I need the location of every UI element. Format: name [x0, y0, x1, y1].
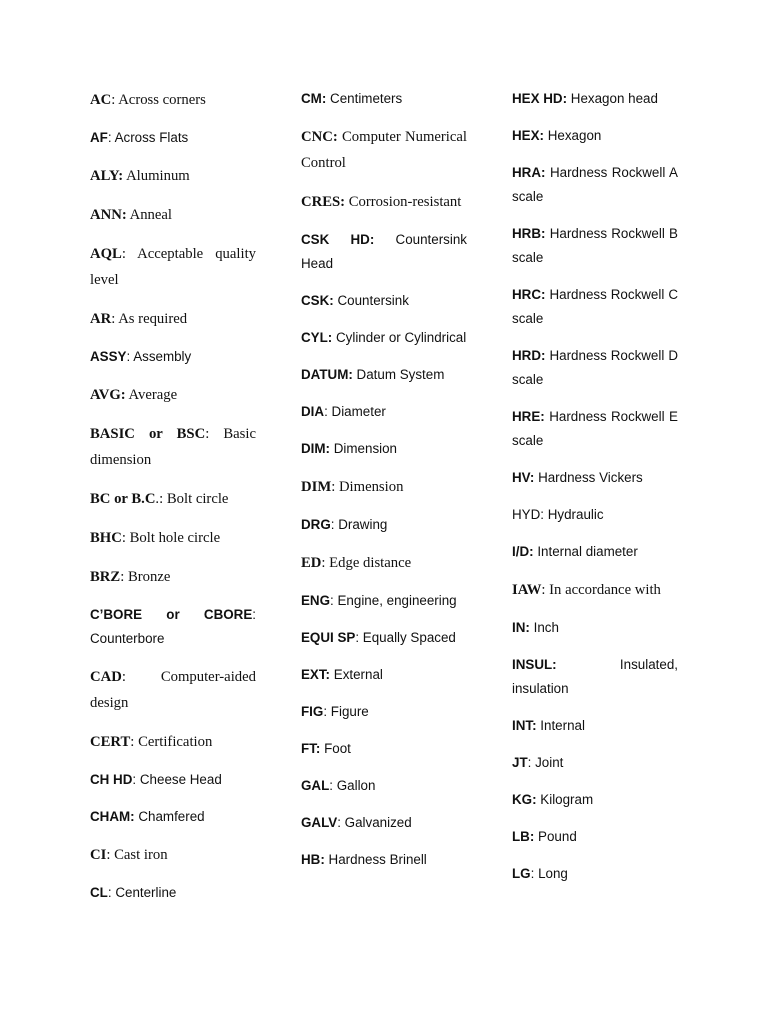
abbreviation-definition: Figure: [330, 704, 369, 719]
glossary-entry: [301, 513, 467, 537]
term-separator: :: [324, 404, 328, 419]
glossary-entry: [301, 474, 467, 500]
glossary-column-3: [512, 87, 678, 899]
glossary-entry: [301, 124, 467, 176]
glossary-entry: [90, 421, 256, 473]
abbreviation-term: DATUM:: [301, 367, 353, 382]
abbreviation-term: ANN:: [90, 207, 127, 223]
glossary-entry: [301, 626, 467, 650]
glossary-entry: [90, 126, 256, 150]
term-separator: :: [323, 704, 328, 719]
abbreviation-definition: Pound: [538, 829, 577, 844]
abbreviation-term: FIG: [301, 704, 324, 719]
glossary-entry: [90, 306, 256, 332]
abbreviation-definition: Hardness Rockwell D scale: [512, 348, 678, 387]
abbreviation-term: AF: [90, 130, 108, 145]
abbreviation-term: IN:: [512, 620, 530, 635]
glossary-entry: [512, 503, 678, 527]
abbreviation-term: CNC:: [301, 129, 338, 145]
term-separator: :: [107, 130, 112, 145]
glossary-entry: [301, 228, 467, 276]
glossary-entry: [90, 241, 256, 293]
glossary-column-2: [301, 87, 467, 885]
abbreviation-term: ALY:: [90, 168, 124, 184]
glossary-entry: [301, 87, 467, 111]
abbreviation-term: HRB:: [512, 226, 546, 241]
abbreviation-term: DIA: [301, 404, 325, 419]
abbreviation-term: DIM:: [301, 441, 331, 456]
abbreviation-definition: Chamfered: [138, 809, 205, 824]
glossary-entry: [90, 564, 256, 590]
abbreviation-definition: Bronze: [127, 569, 171, 585]
abbreviation-term: EQUI SP: [301, 630, 356, 645]
glossary-entry: [90, 163, 256, 189]
abbreviation-term: INT:: [512, 718, 537, 733]
abbreviation-definition: Anneal: [129, 207, 173, 223]
abbreviation-term: HRD:: [512, 348, 546, 363]
abbreviation-definition: Average: [128, 387, 178, 403]
abbreviation-term: LB:: [512, 829, 535, 844]
glossary-entry: [301, 189, 467, 215]
abbreviation-term: HV:: [512, 470, 535, 485]
abbreviation-definition: Dimension: [338, 479, 404, 495]
abbreviation-term: EXT:: [301, 667, 331, 682]
glossary-entry: [512, 825, 678, 849]
abbreviation-term: HYD:: [512, 507, 544, 522]
abbreviation-definition: Hardness Rockwell B scale: [512, 226, 678, 265]
glossary-entry: [301, 363, 467, 387]
glossary-entry: [301, 811, 467, 835]
glossary-entry: [301, 774, 467, 798]
term-separator: :: [530, 866, 535, 881]
term-separator: :: [355, 630, 360, 645]
abbreviation-definition: Centimeters: [330, 91, 403, 106]
term-separator: :: [121, 669, 126, 685]
abbreviation-term: GAL: [301, 778, 330, 793]
abbreviation-definition: Hardness Brinell: [328, 852, 427, 867]
glossary-entry: [512, 405, 678, 453]
abbreviation-definition: Cast iron: [114, 847, 168, 863]
abbreviation-term: ASSY: [90, 349, 127, 364]
abbreviation-definition: In accordance with: [549, 582, 661, 598]
abbreviation-term: KG:: [512, 792, 537, 807]
abbreviation-definition: Hardness Vickers: [538, 470, 643, 485]
abbreviation-term: HEX HD:: [512, 91, 568, 106]
glossary-entry: [301, 700, 467, 724]
glossary-entry: [90, 87, 256, 113]
abbreviation-definition: Cheese Head: [139, 772, 222, 787]
abbreviation-definition: Hardness Rockwell C scale: [512, 287, 678, 326]
term-separator: :: [120, 569, 125, 585]
abbreviation-definition: Bolt circle: [166, 491, 229, 507]
glossary-column-1: [90, 87, 256, 918]
abbreviation-definition: Cylinder or Cylindrical: [335, 330, 467, 345]
abbreviation-term: CAD: [90, 669, 122, 685]
abbreviation-definition: Internal: [540, 718, 585, 733]
glossary-entry: [512, 751, 678, 775]
glossary-entry: [512, 616, 678, 640]
glossary-entry: [512, 87, 678, 111]
term-separator: .:: [155, 491, 164, 507]
abbreviation-term: DIM: [301, 479, 332, 495]
abbreviation-definition: Corrosion-resistant: [348, 194, 462, 210]
term-separator: :: [321, 555, 326, 571]
abbreviation-term: AQL: [90, 246, 122, 262]
glossary-entry: [512, 466, 678, 490]
abbreviation-definition: Inch: [533, 620, 559, 635]
abbreviation-term: CYL:: [301, 330, 333, 345]
abbreviation-term: JT: [512, 755, 528, 770]
abbreviation-definition: Drawing: [338, 517, 388, 532]
abbreviation-term: BASIC or BSC: [90, 426, 206, 442]
glossary-entry: [90, 345, 256, 369]
abbreviation-definition: Bolt hole circle: [129, 530, 221, 546]
abbreviation-definition: Assembly: [133, 349, 192, 364]
abbreviation-definition: Long: [538, 866, 568, 881]
abbreviation-definition: External: [333, 667, 383, 682]
glossary-entry: [301, 550, 467, 576]
glossary-entry: [512, 161, 678, 209]
glossary-entry: [301, 437, 467, 461]
abbreviation-term: HRE:: [512, 409, 545, 424]
term-separator: :: [130, 734, 135, 750]
abbreviation-term: ENG: [301, 593, 331, 608]
term-separator: :: [111, 92, 116, 108]
glossary-entry: [90, 603, 256, 651]
abbreviation-term: INSUL:: [512, 657, 557, 672]
term-separator: :: [252, 607, 256, 622]
term-separator: :: [121, 530, 126, 546]
term-separator: :: [132, 772, 137, 787]
term-separator: :: [330, 593, 334, 608]
abbreviation-definition: Hexagon: [547, 128, 602, 143]
glossary-entry: [90, 202, 256, 228]
glossary-entry: [301, 400, 467, 424]
glossary-entry: [90, 525, 256, 551]
abbreviation-term: CSK:: [301, 293, 334, 308]
glossary-entry: [512, 788, 678, 812]
abbreviation-definition: Equally Spaced: [362, 630, 456, 645]
glossary-entry: [301, 663, 467, 687]
abbreviation-definition: Kilogram: [540, 792, 594, 807]
glossary-entry: [90, 842, 256, 868]
abbreviation-definition: Galvanized: [344, 815, 412, 830]
glossary-entry: [512, 222, 678, 270]
abbreviation-definition: Aluminum: [126, 168, 190, 184]
abbreviation-term: CRES:: [301, 194, 346, 210]
glossary-entry: [90, 664, 256, 716]
abbreviation-definition: Computer Numerical Control: [301, 129, 468, 171]
abbreviation-definition: Joint: [535, 755, 564, 770]
glossary-entry: [512, 540, 678, 564]
glossary-entry: [512, 124, 678, 148]
abbreviation-definition: Edge distance: [329, 555, 412, 571]
abbreviation-definition: Across Flats: [114, 130, 189, 145]
abbreviation-definition: Countersink Head: [301, 232, 467, 271]
glossary-entry: [90, 382, 256, 408]
abbreviation-term: CI: [90, 847, 107, 863]
abbreviation-term: CHAM:: [90, 809, 135, 824]
abbreviation-definition: Basic dimension: [90, 426, 256, 468]
abbreviation-term: AVG:: [90, 387, 126, 403]
abbreviation-definition: Certification: [138, 734, 213, 750]
abbreviation-term: CL: [90, 885, 108, 900]
abbreviation-term: CERT: [90, 734, 131, 750]
glossary-entry: [512, 577, 678, 603]
abbreviation-term: CSK HD:: [301, 232, 375, 247]
glossary-entry: [512, 653, 678, 701]
abbreviation-definition: Acceptable quality level: [90, 246, 256, 288]
glossary-entry: [512, 862, 678, 886]
abbreviation-term: DRG: [301, 517, 331, 532]
abbreviation-definition: Hardness Rockwell A scale: [512, 165, 678, 204]
abbreviation-definition: Insulated, insulation: [512, 657, 678, 696]
abbreviation-term: I/D:: [512, 544, 534, 559]
abbreviation-term: AC: [90, 92, 112, 108]
abbreviation-definition: Dimension: [333, 441, 398, 456]
abbreviation-definition: Datum System: [356, 367, 445, 382]
abbreviation-definition: Centerline: [115, 885, 177, 900]
abbreviation-definition: Computer-aided design: [90, 669, 256, 711]
term-separator: :: [337, 815, 341, 830]
glossary-entry: [90, 881, 256, 905]
glossary-entry: [90, 486, 256, 512]
glossary-entry: [301, 589, 467, 613]
abbreviation-term: HB:: [301, 852, 325, 867]
abbreviation-term: ED: [301, 555, 322, 571]
abbreviation-definition: Countersink: [337, 293, 409, 308]
abbreviation-term: CH HD: [90, 772, 133, 787]
glossary-entry: [90, 729, 256, 755]
abbreviation-term: HEX:: [512, 128, 544, 143]
term-separator: :: [121, 246, 126, 262]
term-separator: :: [106, 847, 111, 863]
term-separator: :: [329, 778, 333, 793]
abbreviation-definition: Hardness Rockwell E scale: [512, 409, 678, 448]
term-separator: :: [541, 582, 546, 598]
abbreviation-term: AR: [90, 311, 112, 327]
term-separator: :: [330, 517, 335, 532]
abbreviation-term: LG: [512, 866, 531, 881]
glossary-entry: [90, 768, 256, 792]
term-separator: :: [107, 885, 112, 900]
abbreviation-definition: Gallon: [336, 778, 376, 793]
abbreviation-definition: Internal diameter: [537, 544, 638, 559]
term-separator: :: [205, 426, 210, 442]
abbreviation-definition: Hydraulic: [547, 507, 604, 522]
term-separator: :: [331, 479, 336, 495]
glossary-entry: [512, 344, 678, 392]
term-separator: :: [126, 349, 131, 364]
glossary-entry: [301, 848, 467, 872]
glossary-entry: [301, 326, 467, 350]
abbreviation-definition: Diameter: [331, 404, 386, 419]
abbreviation-definition: Foot: [324, 741, 351, 756]
abbreviation-definition: Hexagon head: [570, 91, 658, 106]
abbreviation-term: GALV: [301, 815, 338, 830]
abbreviation-definition: Engine, engineering: [337, 593, 457, 608]
abbreviation-term: BC or B.C: [90, 491, 156, 507]
abbreviation-term: CM:: [301, 91, 327, 106]
glossary-entry: [301, 289, 467, 313]
glossary-entry: [512, 714, 678, 738]
abbreviation-term: HRC:: [512, 287, 546, 302]
abbreviation-term: FT:: [301, 741, 321, 756]
glossary-entry: [301, 737, 467, 761]
abbreviation-term: IAW: [512, 582, 542, 598]
abbreviation-term: BRZ: [90, 569, 121, 585]
abbreviation-definition: As required: [118, 311, 188, 327]
abbreviation-term: BHC: [90, 530, 122, 546]
abbreviation-definition: Across corners: [118, 92, 206, 108]
term-separator: :: [527, 755, 532, 770]
abbreviation-term: C’BORE or CBORE: [90, 607, 253, 622]
term-separator: :: [111, 311, 116, 327]
abbreviation-term: HRA:: [512, 165, 546, 180]
abbreviation-definition: Counterbore: [90, 631, 165, 646]
glossary-entry: [512, 283, 678, 331]
glossary-entry: [90, 805, 256, 829]
